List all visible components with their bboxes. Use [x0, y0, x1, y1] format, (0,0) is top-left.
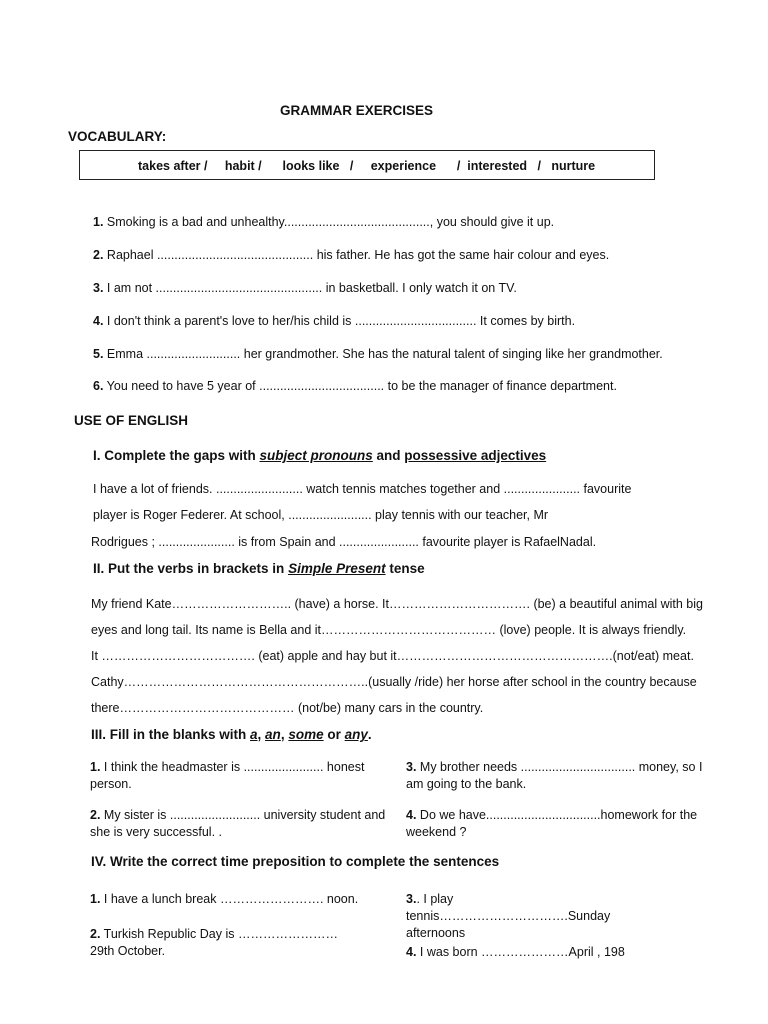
section-3-heading [91, 727, 372, 742]
section-2-line: It ………………………………. (eat) apple and hay but it…………………………………………….(not/eat) meat. [91, 649, 694, 663]
item-number: 4. [406, 945, 417, 959]
item-text: You need to have 5 year of .................................... to be the manager of finance department. [103, 379, 617, 393]
item-number: 1. [93, 215, 104, 229]
heading-text: II. Put the verbs in brackets in [93, 561, 289, 576]
separator: . [367, 727, 372, 742]
heading-text: tense [385, 561, 425, 576]
section-3-item-1 [90, 759, 390, 793]
section-1-line: player is Roger Federer. At school, ........................ play tennis with our teacher, Mr [93, 508, 549, 522]
vocab-item-4 [93, 314, 575, 328]
item-text: . I play tennis………………………….Sunday afternoons [406, 892, 611, 940]
heading-text: III. Fill in the blanks with [91, 727, 251, 742]
item-number: 2. [93, 248, 104, 262]
article-any: any [344, 727, 368, 742]
section-2-line: eyes and long tail. Its name is Bella and it…………………………………… (love) people. It is always friendly. [91, 623, 687, 637]
section-2-line: My friend Kate……………………….. (have) a horse. It……………………………. (be) a beautiful animal with big [91, 597, 703, 611]
separator: , [280, 727, 289, 742]
vocabulary-heading: VOCABULARY: [68, 129, 167, 144]
heading-text: and [372, 448, 405, 463]
section-4-item-1 [90, 891, 390, 908]
item-number: 6. [93, 379, 104, 393]
item-text: Emma ........................... her grandmother. She has the natural talent of singing like her grandmother. [103, 347, 663, 361]
section-3-item-2 [90, 807, 390, 841]
item-number: 2. [90, 927, 101, 941]
section-4-item-2 [90, 926, 360, 960]
item-text: I am not ................................................ in basketball. I only watch it on TV. [103, 281, 517, 295]
item-number: 4. [406, 808, 417, 822]
item-text: My brother needs ................................. money, so I am going to the bank. [406, 760, 703, 791]
section-4-item-3 [406, 891, 646, 942]
section-1-heading [93, 448, 546, 463]
heading-text: I. Complete the gaps with [93, 448, 260, 463]
item-number: 3. [406, 760, 417, 774]
item-number: 5. [93, 347, 104, 361]
heading-emphasis: subject pronouns [259, 448, 373, 463]
section-4-heading: IV. Write the correct time preposition to complete the sentences [91, 854, 500, 869]
article-a: a [250, 727, 258, 742]
heading-emphasis: Simple Present [288, 561, 386, 576]
page-title: GRAMMAR EXERCISES [280, 103, 434, 118]
separator: or [323, 727, 345, 742]
item-text: I don't think a parent's love to her/his child is ................................... It comes by birth. [103, 314, 576, 328]
vocab-item-6 [93, 379, 617, 393]
item-number: 1. [90, 892, 101, 906]
section-2-line: Cathy…………………………………………………..(usually /ride) her horse after school in the country because [91, 675, 697, 689]
section-3-item-4 [406, 807, 706, 841]
section-1-line: I have a lot of friends. ......................... watch tennis matches together and ...................... favourite [93, 482, 632, 496]
item-text: Turkish Republic Day is …………………… 29th October. [90, 927, 338, 958]
separator: , [257, 727, 266, 742]
section-4-item-4 [406, 944, 706, 961]
section-2-heading [93, 561, 425, 576]
vocab-item-1 [93, 215, 554, 229]
section-1-line: Rodrigues ; ...................... is from Spain and ....................... favourite player is RafaelNadal. [91, 535, 597, 549]
vocab-item-2 [93, 248, 609, 262]
heading-emphasis: possessive adjectives [404, 448, 547, 463]
item-text: I was born …………………April , 198 [416, 945, 625, 959]
article-some: some [288, 727, 324, 742]
item-number: 1. [90, 760, 101, 774]
item-number: 3. [93, 281, 104, 295]
vocab-item-5 [93, 347, 663, 361]
article-an: an [265, 727, 281, 742]
item-text: My sister is .......................... university student and she is very successful. . [90, 808, 386, 839]
item-text: I have a lunch break ……………………. noon. [100, 892, 359, 906]
vocabulary-words: takes after / habit / looks like / experience / interested / nurture [138, 159, 596, 173]
item-number: 3. [406, 892, 417, 906]
section-2-line: there…………………………………… (not/be) many cars in the country. [91, 701, 484, 715]
section-3-item-3 [406, 759, 706, 793]
vocab-item-3 [93, 281, 517, 295]
use-of-english-heading: USE OF ENGLISH [74, 413, 189, 428]
item-text: Smoking is a bad and unhealthy.........................................., you should give it up. [103, 215, 555, 229]
item-text: Raphael ............................................. his father. He has got the same hair colour and eyes. [103, 248, 610, 262]
item-number: 4. [93, 314, 104, 328]
item-number: 2. [90, 808, 101, 822]
item-text: Do we have.................................homework for the weekend ? [406, 808, 698, 839]
item-text: I think the headmaster is ....................... honest person. [90, 760, 365, 791]
